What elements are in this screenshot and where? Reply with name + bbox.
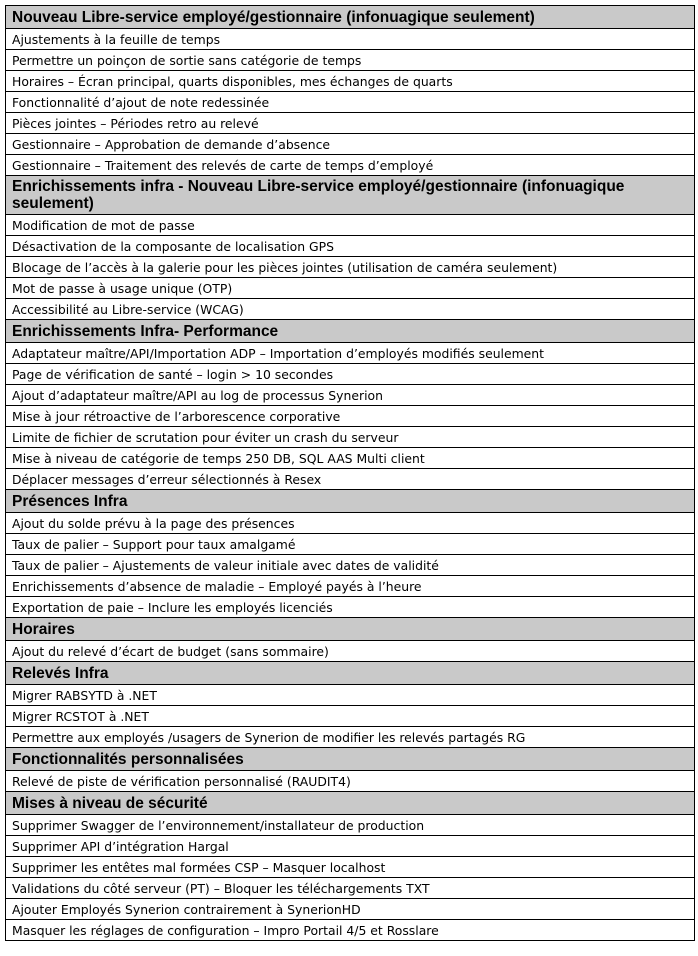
- section-header-row: [6, 320, 695, 343]
- table-row: [6, 727, 695, 748]
- feature-item: Permettre un poinçon de sortie sans catégorie de temps: [6, 50, 695, 71]
- section-header-row: [6, 176, 695, 215]
- feature-item: Désactivation de la composante de localisation GPS: [6, 236, 695, 257]
- table-row: [6, 257, 695, 278]
- table-row: [6, 836, 695, 857]
- feature-item: Permettre aux employés /usagers de Synerion de modifier les relevés partagés RG: [6, 727, 695, 748]
- table-row: [6, 857, 695, 878]
- table-row: [6, 899, 695, 920]
- section-title: Présences Infra: [6, 490, 695, 513]
- feature-item: Mot de passe à usage unique (OTP): [6, 278, 695, 299]
- feature-item: Masquer les réglages de configuration – Impro Portail 4/5 et Rosslare: [6, 920, 695, 941]
- section-header-row: [6, 490, 695, 513]
- table-row: [6, 576, 695, 597]
- feature-item: Mise à niveau de catégorie de temps 250 DB, SQL AAS Multi client: [6, 448, 695, 469]
- feature-item: Modification de mot de passe: [6, 215, 695, 236]
- section-header-row: [6, 662, 695, 685]
- table-row: [6, 815, 695, 836]
- table-row: [6, 469, 695, 490]
- table-row: [6, 29, 695, 50]
- section-header-row: [6, 792, 695, 815]
- table-row: [6, 513, 695, 534]
- feature-item: Ajout du solde prévu à la page des présences: [6, 513, 695, 534]
- table-row: [6, 406, 695, 427]
- table-row: [6, 597, 695, 618]
- section-title: Horaires: [6, 618, 695, 641]
- section-title: Fonctionnalités personnalisées: [6, 748, 695, 771]
- feature-item: Mise à jour rétroactive de l’arborescence corporative: [6, 406, 695, 427]
- section-title: Relevés Infra: [6, 662, 695, 685]
- feature-item: Supprimer Swagger de l’environnement/installateur de production: [6, 815, 695, 836]
- table-row: [6, 771, 695, 792]
- table-row: [6, 427, 695, 448]
- feature-item: Exportation de paie – Inclure les employés licenciés: [6, 597, 695, 618]
- feature-item: Supprimer les entêtes mal formées CSP – Masquer localhost: [6, 857, 695, 878]
- table-row: [6, 215, 695, 236]
- table-row: [6, 50, 695, 71]
- feature-item: Ajout du relevé d’écart de budget (sans sommaire): [6, 641, 695, 662]
- section-title: Enrichissements Infra- Performance: [6, 320, 695, 343]
- feature-item: Validations du côté serveur (PT) – Bloquer les téléchargements TXT: [6, 878, 695, 899]
- table-row: [6, 364, 695, 385]
- feature-item: Limite de fichier de scrutation pour éviter un crash du serveur: [6, 427, 695, 448]
- feature-item: Relevé de piste de vérification personnalisé (RAUDIT4): [6, 771, 695, 792]
- feature-item: Taux de palier – Ajustements de valeur initiale avec dates de validité: [6, 555, 695, 576]
- feature-item: Ajout d’adaptateur maître/API au log de processus Synerion: [6, 385, 695, 406]
- table-row: [6, 134, 695, 155]
- release-notes-body: [6, 6, 695, 941]
- table-row: [6, 641, 695, 662]
- table-row: [6, 706, 695, 727]
- section-title: Mises à niveau de sécurité: [6, 792, 695, 815]
- feature-item: Blocage de l’accès à la galerie pour les pièces jointes (utilisation de caméra seulement): [6, 257, 695, 278]
- feature-item: Migrer RABSYTD à .NET: [6, 685, 695, 706]
- feature-item: Gestionnaire – Traitement des relevés de carte de temps d’employé: [6, 155, 695, 176]
- table-row: [6, 385, 695, 406]
- table-row: [6, 113, 695, 134]
- table-row: [6, 685, 695, 706]
- table-row: [6, 299, 695, 320]
- feature-item: Gestionnaire – Approbation de demande d’absence: [6, 134, 695, 155]
- table-row: [6, 920, 695, 941]
- feature-item: Page de vérification de santé – login > 10 secondes: [6, 364, 695, 385]
- feature-item: Supprimer API d’intégration Hargal: [6, 836, 695, 857]
- table-row: [6, 155, 695, 176]
- feature-item: Horaires – Écran principal, quarts disponibles, mes échanges de quarts: [6, 71, 695, 92]
- feature-item: Migrer RCSTOT à .NET: [6, 706, 695, 727]
- table-row: [6, 236, 695, 257]
- section-title: Nouveau Libre-service employé/gestionnaire (infonuagique seulement): [6, 6, 695, 29]
- section-header-row: [6, 6, 695, 29]
- release-notes-table: [5, 5, 695, 941]
- table-row: [6, 878, 695, 899]
- table-row: [6, 71, 695, 92]
- section-header-row: [6, 618, 695, 641]
- feature-item: Ajouter Employés Synerion contrairement à SynerionHD: [6, 899, 695, 920]
- section-title: Enrichissements infra - Nouveau Libre-service employé/gestionnaire (infonuagique seulement): [6, 176, 695, 215]
- feature-item: Pièces jointes – Périodes retro au relevé: [6, 113, 695, 134]
- feature-item: Taux de palier – Support pour taux amalgamé: [6, 534, 695, 555]
- table-row: [6, 555, 695, 576]
- section-header-row: [6, 748, 695, 771]
- feature-item: Fonctionnalité d’ajout de note redessinée: [6, 92, 695, 113]
- feature-item: Accessibilité au Libre-service (WCAG): [6, 299, 695, 320]
- table-row: [6, 92, 695, 113]
- feature-item: Ajustements à la feuille de temps: [6, 29, 695, 50]
- table-row: [6, 448, 695, 469]
- table-row: [6, 278, 695, 299]
- table-row: [6, 343, 695, 364]
- feature-item: Adaptateur maître/API/Importation ADP – Importation d’employés modifiés seulement: [6, 343, 695, 364]
- feature-item: Enrichissements d’absence de maladie – Employé payés à l’heure: [6, 576, 695, 597]
- feature-item: Déplacer messages d’erreur sélectionnés à Resex: [6, 469, 695, 490]
- table-row: [6, 534, 695, 555]
